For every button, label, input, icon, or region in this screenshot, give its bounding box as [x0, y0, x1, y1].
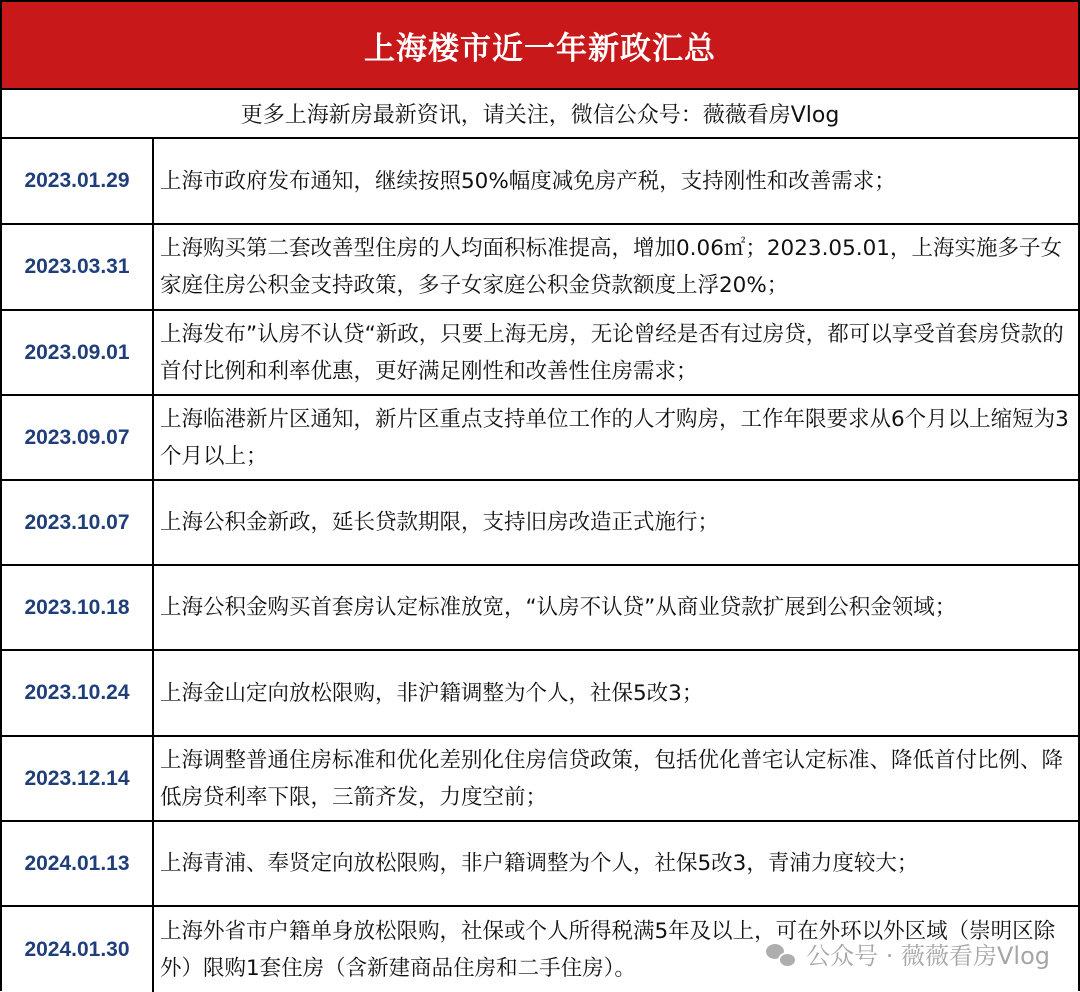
table-row	[2, 566, 1078, 651]
row-date: 2024.01.30	[2, 907, 154, 992]
row-text: 上海公积金新政，延长贷款期限，支持旧房改造正式施行；	[160, 510, 720, 535]
row-date: 2024.01.13	[2, 822, 154, 905]
table-row	[2, 907, 1078, 992]
row-text: 上海青浦、奉贤定向放松限购，非户籍调整为个人，社保5改3，青浦力度较大；	[160, 851, 919, 876]
row-date: 2023.09.07	[2, 396, 154, 479]
title-bar	[2, 0, 1078, 90]
table-row	[2, 481, 1078, 566]
row-text: 上海公积金购买首套房认定标准放宽，“认房不认贷”从商业贷款扩展到公积金领域；	[160, 595, 957, 620]
watermark-text: 公众号 · 薇薇看房Vlog	[806, 942, 1050, 970]
table-row	[2, 225, 1078, 311]
table-row	[2, 311, 1078, 396]
row-date: 2023.10.24	[2, 651, 154, 735]
row-text: 上海临港新片区通知，新片区重点支持单位工作的人才购房，工作年限要求从6个月以上缩短为3个月以上；	[160, 406, 1069, 469]
subtitle: 更多上海新房最新资讯，请关注，微信公众号：薇薇看房Vlog	[2, 90, 1078, 139]
policy-rows	[2, 139, 1078, 992]
table-row	[2, 822, 1078, 907]
row-text: 上海发布”认房不认贷“新政，只要上海无房，无论曾经是否有过房贷，都可以享受首套房贷款的首付比例和利率优惠，更好满足刚性和改善性住房需求；	[160, 321, 1064, 384]
row-date: 2023.01.29	[2, 139, 154, 223]
row-text: 上海外省市户籍单身放松限购，社保或个人所得税满5年及以上，可在外环以外区域（崇明区除外）限购1套住房（含新建商品住房和二手住房）。	[160, 918, 1056, 981]
row-text: 上海市政府发布通知，继续按照50%幅度减免房产税，支持刚性和改善需求；	[160, 168, 896, 194]
row-date: 2023.03.31	[2, 225, 154, 309]
row-text: 上海购买第二套改善型住房的人均面积标准提高，增加0.06㎡；2023.05.01，上海实施多子女家庭住房公积金支持政策，多子女家庭公积金贷款额度上浮20%；	[160, 236, 1062, 298]
table-row	[2, 139, 1078, 225]
page-title: 上海楼市近一年新政汇总	[364, 30, 716, 67]
row-text: 上海调整普通住房标准和优化差别化住房信贷政策，包括优化普宅认定标准、降低首付比例、降低房贷利率下限，三箭齐发，力度空前；	[160, 747, 1064, 810]
row-date: 2023.10.18	[2, 566, 154, 649]
table-row	[2, 396, 1078, 481]
row-text: 上海金山定向放松限购，非沪籍调整为个人，社保5改3；	[160, 680, 704, 706]
row-date: 2023.10.07	[2, 481, 154, 564]
table-row	[2, 737, 1078, 822]
row-date: 2023.09.01	[2, 311, 154, 394]
table-row	[2, 651, 1078, 737]
row-date: 2023.12.14	[2, 737, 154, 820]
